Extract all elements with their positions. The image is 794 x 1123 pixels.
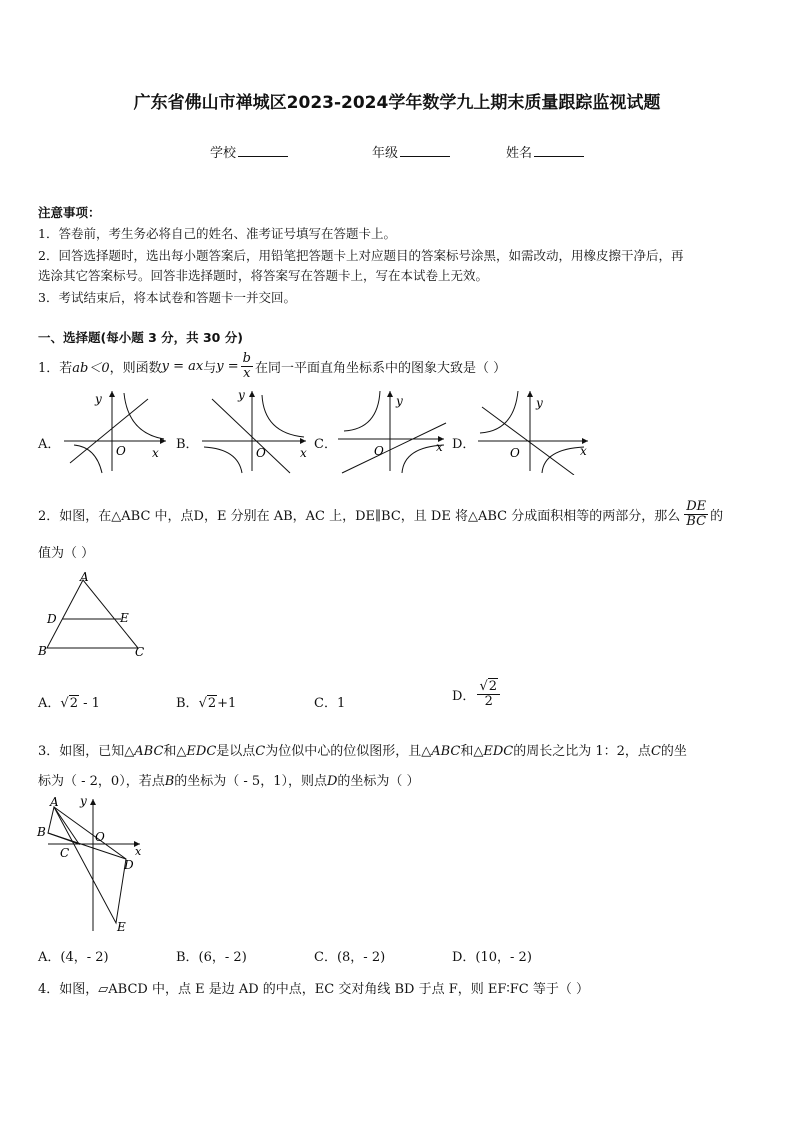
q2-option-b[interactable] xyxy=(176,692,236,711)
q3-l1-g: 的坐 xyxy=(660,744,687,759)
sqrt-icon: √2 xyxy=(60,696,78,711)
q2-option-b-rest: +1 xyxy=(217,696,237,711)
q2-option-a-rest: - 1 xyxy=(78,696,100,711)
q1-mid1: ，则函数 xyxy=(109,361,162,377)
label-d: D xyxy=(47,612,57,626)
origin-label: O xyxy=(256,446,266,460)
notice-item-2: 2．回答选择题时，选出每小题答案后，用铅笔把答题卡上对应题目的答案标号涂黑，如需改动，用橡皮擦干净后，再 xyxy=(38,248,684,263)
q1-prefix: 1．若 xyxy=(38,361,73,377)
question-3-line2 xyxy=(38,770,420,789)
q3-abc-2: ABC xyxy=(431,744,461,759)
q2-option-c-label: C． xyxy=(314,696,337,711)
label-e: E xyxy=(117,920,126,934)
q2-option-d[interactable] xyxy=(452,680,502,710)
grade-label: 年级 xyxy=(372,146,399,161)
q3-edc-2: EDC xyxy=(483,744,514,759)
q3-option-c[interactable]: C．(8，- 2) xyxy=(314,950,386,965)
q3-l2-c: 的坐标为（ ） xyxy=(337,774,420,789)
q3-figure xyxy=(34,795,149,935)
hyperbola-branch-1 xyxy=(262,395,304,437)
q3-l1-b: 和△ xyxy=(163,744,187,759)
grade-field xyxy=(372,142,450,161)
q3-l2-b: 的坐标为（ - 5，1），则点 xyxy=(174,774,327,789)
q1-option-a[interactable]: A． xyxy=(38,437,61,452)
q2-fraction xyxy=(684,500,708,530)
q2-option-a-label: A． xyxy=(38,696,61,711)
q1-func2-num: b xyxy=(242,351,251,366)
q3-option-a[interactable]: A．(4，- 2) xyxy=(38,950,109,965)
y-arrow xyxy=(527,391,533,397)
q1-option-d[interactable]: D． xyxy=(452,437,476,452)
q2-option-d-den: 2 xyxy=(484,694,493,710)
triangle-edc xyxy=(54,807,126,923)
q2-option-b-radicand: 2 xyxy=(207,696,217,711)
x-label: x xyxy=(300,446,307,460)
hyperbola-branch-2 xyxy=(542,447,584,473)
q1-mid2: 与 xyxy=(203,361,217,377)
q3-edc: EDC xyxy=(186,744,217,759)
notice-item-2-cont: 选涂其它答案标号。回答非选择题时，将答案写在答题卡上，写在本试卷上无效。 xyxy=(38,268,489,283)
hyperbola-branch-1 xyxy=(124,393,164,439)
q2-option-d-num xyxy=(477,680,500,695)
notice-heading: 注意事项： xyxy=(38,205,101,220)
q1-option-c[interactable]: C． xyxy=(314,437,337,452)
q3-d: D xyxy=(326,774,338,789)
y-arrow xyxy=(249,391,255,397)
q2-frac-den: BC xyxy=(686,514,707,530)
q2-option-a-radicand: 2 xyxy=(69,696,78,711)
y-label: y xyxy=(536,396,543,410)
q3-l1-c: 是以点 xyxy=(216,744,256,759)
q3-l1-d: 为位似中心的位似图形，且△ xyxy=(265,744,432,759)
q3-option-b[interactable]: B．(6，- 2) xyxy=(176,950,247,965)
line-graph xyxy=(70,399,148,463)
sqrt-icon: √2 xyxy=(479,679,498,694)
name-blank xyxy=(534,144,584,157)
q3-abc: ABC xyxy=(134,744,164,759)
label-y: y xyxy=(80,795,87,808)
school-label: 学校 xyxy=(210,146,237,161)
q3-c-2: C xyxy=(650,744,661,759)
q1-graph-a xyxy=(60,385,172,475)
y-label: y xyxy=(238,388,245,402)
question-1 xyxy=(38,352,506,382)
q3-option-d[interactable]: D．(10，- 2) xyxy=(452,950,532,965)
origin-label: O xyxy=(510,446,520,460)
q2-option-a[interactable] xyxy=(38,692,100,711)
x-label: x xyxy=(580,444,587,458)
label-a: A xyxy=(50,795,59,809)
q1-func2-fraction xyxy=(241,352,253,382)
label-b: B xyxy=(37,825,46,839)
origin-label: O xyxy=(374,444,384,458)
y-arrow xyxy=(109,391,115,397)
question-2 xyxy=(38,500,723,530)
q3-l2-a: 标为（ - 2，0），若点 xyxy=(38,774,165,789)
school-blank xyxy=(238,144,288,157)
hyperbola-branch-2 xyxy=(204,447,242,473)
q1-option-b[interactable]: B． xyxy=(176,437,199,452)
name-field xyxy=(506,142,584,161)
hyperbola-branch-2 xyxy=(74,445,102,473)
q1-func2-lhs: y = xyxy=(216,359,239,375)
x-arrow xyxy=(300,438,306,444)
q1-func2-den: x xyxy=(243,366,251,382)
hyperbola-branch-1 xyxy=(344,391,380,431)
q3-l1-a: 3．如图，已知△ xyxy=(38,744,135,759)
origin-label: O xyxy=(116,444,126,458)
q2-option-c[interactable] xyxy=(314,692,345,711)
label-c: C xyxy=(135,645,145,659)
q1-func1: y = ax xyxy=(161,359,204,375)
q2-option-d-radicand: 2 xyxy=(488,679,498,694)
x-label: x xyxy=(152,446,159,460)
q3-l1-f: 的周长之比为 1：2，点 xyxy=(513,744,651,759)
x-label: x xyxy=(436,440,443,454)
page-title: 广东省佛山市禅城区2023-2024学年数学九上期末质量跟踪监视试题 xyxy=(133,93,661,113)
school-field xyxy=(210,142,288,161)
hyperbola-branch-1 xyxy=(480,391,518,433)
q3-l1-e: 和△ xyxy=(460,744,484,759)
q1-graph-b xyxy=(198,385,310,475)
q2-triangle-figure xyxy=(36,570,156,660)
label-o: O xyxy=(95,830,105,844)
label-a: A xyxy=(80,570,89,584)
q1-graph-d xyxy=(474,385,594,475)
label-x: x xyxy=(135,845,142,858)
y-arrow xyxy=(90,799,96,805)
line-graph xyxy=(212,399,290,473)
question-4: 4．如图，▱ABCD 中，点 E 是边 AD 的中点，EC 交对角线 BD 于点 F，则 EF∶FC 等于（ ） xyxy=(38,982,590,997)
notice-item-1: 1．答卷前，考生务必将自己的姓名、准考证号填写在答题卡上。 xyxy=(38,226,396,241)
label-c: C xyxy=(60,846,70,860)
notice-item-3: 3．考试结束后，将本试卷和答题卡一并交回。 xyxy=(38,290,296,305)
y-arrow xyxy=(387,391,393,397)
q2-option-b-label: B． xyxy=(176,696,199,711)
q2-text: 2．如图，在△ABC 中，点D，E 分别在 AB，AC 上，DE∥BC，且 DE 将△ABC 分成面积相等的两部分，那么 xyxy=(38,509,681,525)
question-3-line1 xyxy=(38,740,687,759)
label-d: D xyxy=(124,858,134,872)
q2-option-d-label: D． xyxy=(452,689,476,705)
name-label: 姓名 xyxy=(506,146,533,161)
line-graph xyxy=(342,423,446,473)
grade-blank xyxy=(400,144,450,157)
label-b: B xyxy=(38,644,47,658)
y-label: y xyxy=(95,392,102,406)
q2-line2: 值为（ ） xyxy=(38,546,95,561)
q1-condition: ab＜0 xyxy=(72,361,110,377)
sqrt-icon: √2 xyxy=(198,696,217,711)
q3-b: B xyxy=(164,774,175,789)
q1-suffix: 在同一平面直角坐标系中的图象大致是（ ） xyxy=(254,361,507,377)
y-label: y xyxy=(396,394,403,408)
q2-frac-num: DE xyxy=(686,499,707,514)
q2-text-end: 的 xyxy=(710,509,724,525)
q2-option-d-fraction xyxy=(477,680,500,710)
q3-c: C xyxy=(255,744,266,759)
q2-option-c-value: 1 xyxy=(336,696,346,711)
label-e: E xyxy=(120,611,129,625)
q1-graph-c xyxy=(334,385,450,475)
section-heading: 一、选择题(每小题 3 分，共 30 分) xyxy=(38,330,243,345)
